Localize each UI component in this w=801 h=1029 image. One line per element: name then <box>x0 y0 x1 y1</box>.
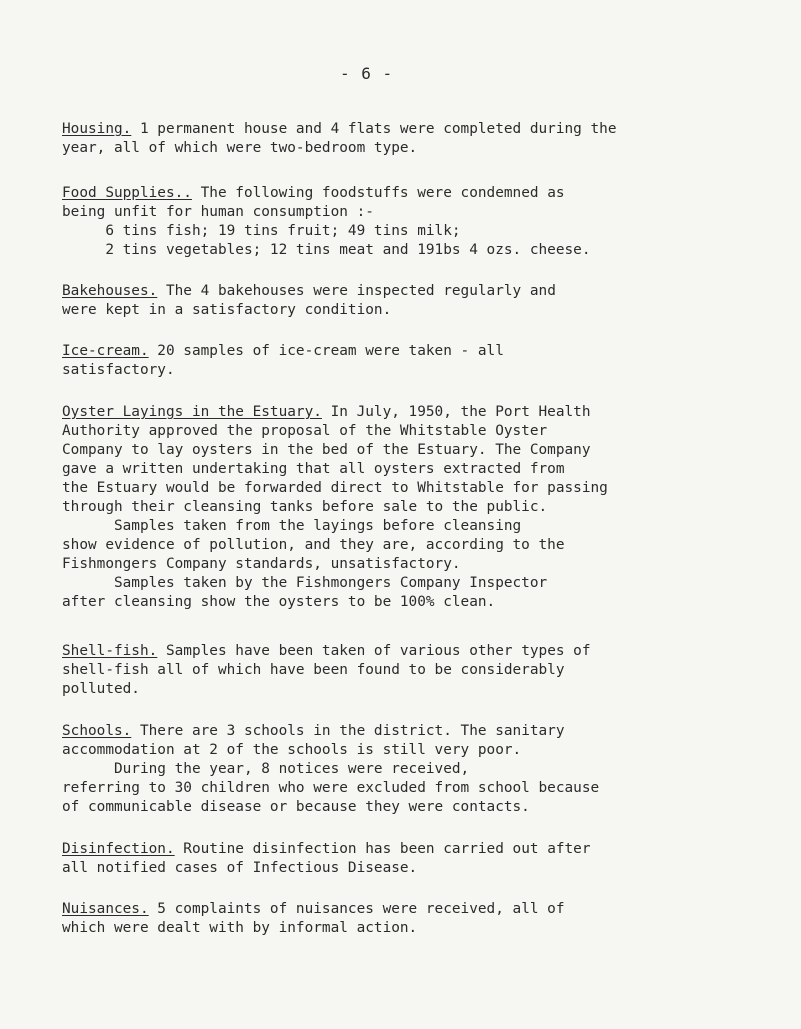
section-food-supplies <box>62 184 782 260</box>
text-line: Authority approved the proposal of the Whitstable Oyster <box>62 423 548 439</box>
section-shell-fish <box>62 642 782 699</box>
section-oyster-layings <box>62 403 782 612</box>
section-heading: Nuisances. <box>62 901 149 917</box>
text-line: 6 tins fish; 19 tins fruit; 49 tins milk; <box>62 223 461 239</box>
text-line: In July, 1950, the Port Health <box>321 404 591 420</box>
section-schools <box>62 722 782 817</box>
text-line: Company to lay oysters in the bed of the Estuary. The Company <box>62 442 591 458</box>
section-nuisances <box>62 900 782 938</box>
text-line: show evidence of pollution, and they are, according to the <box>62 537 565 553</box>
page-number: - 6 - <box>340 64 394 83</box>
text-line: The 4 bakehouses were inspected regularly and <box>157 283 556 299</box>
text-line: being unfit for human consumption :- <box>62 204 374 220</box>
text-line: Samples have been taken of various other types of <box>157 643 591 659</box>
text-line: referring to 30 children who were excluded from school because <box>62 780 600 796</box>
text-line: Fishmongers Company standards, unsatisfactory. <box>62 556 461 572</box>
text-line: Routine disinfection has been carried out after <box>174 841 591 857</box>
section-heading: Oyster Layings in the Estuary. <box>62 404 322 420</box>
section-housing <box>62 120 782 158</box>
text-line: all notified cases of Infectious Disease. <box>62 860 418 876</box>
section-heading: Ice-cream. <box>62 343 149 359</box>
text-line: the Estuary would be forwarded direct to Whitstable for passing <box>62 480 608 496</box>
text-line: 2 tins vegetables; 12 tins meat and 191bs 4 ozs. cheese. <box>62 242 591 258</box>
text-line: after cleansing show the oysters to be 100% clean. <box>62 594 496 610</box>
text-line: were kept in a satisfactory condition. <box>62 302 392 318</box>
section-bakehouses <box>62 282 782 320</box>
text-line: Samples taken from the layings before cleansing <box>62 518 522 534</box>
section-ice-cream <box>62 342 782 380</box>
section-heading: Bakehouses. <box>62 283 158 299</box>
text-line: which were dealt with by informal action. <box>62 920 418 936</box>
section-heading: Disinfection. <box>62 841 175 857</box>
section-heading: Shell-fish. <box>62 643 158 659</box>
section-disinfection <box>62 840 782 878</box>
text-line: The following foodstuffs were condemned as <box>191 185 565 201</box>
text-line: gave a written undertaking that all oysters extracted from <box>62 461 565 477</box>
text-line: through their cleansing tanks before sale to the public. <box>62 499 548 515</box>
text-line: 20 samples of ice-cream were taken - all <box>148 343 504 359</box>
text-line: 5 complaints of nuisances were received, all of <box>148 901 565 917</box>
text-line: polluted. <box>62 681 140 697</box>
text-line: of communicable disease or because they were contacts. <box>62 799 530 815</box>
text-line: year, all of which were two-bedroom type. <box>62 140 418 156</box>
text-line: There are 3 schools in the district. The sanitary <box>131 723 565 739</box>
section-heading: Food Supplies.. <box>62 185 192 201</box>
section-heading: Housing. <box>62 121 132 137</box>
text-line: accommodation at 2 of the schools is still very poor. <box>62 742 522 758</box>
section-heading: Schools. <box>62 723 132 739</box>
text-line: 1 permanent house and 4 flats were completed during the <box>131 121 617 137</box>
text-line: shell-fish all of which have been found to be considerably <box>62 662 565 678</box>
text-line: satisfactory. <box>62 362 175 378</box>
text-line: During the year, 8 notices were received, <box>62 761 470 777</box>
text-line: Samples taken by the Fishmongers Company Inspector <box>62 575 548 591</box>
